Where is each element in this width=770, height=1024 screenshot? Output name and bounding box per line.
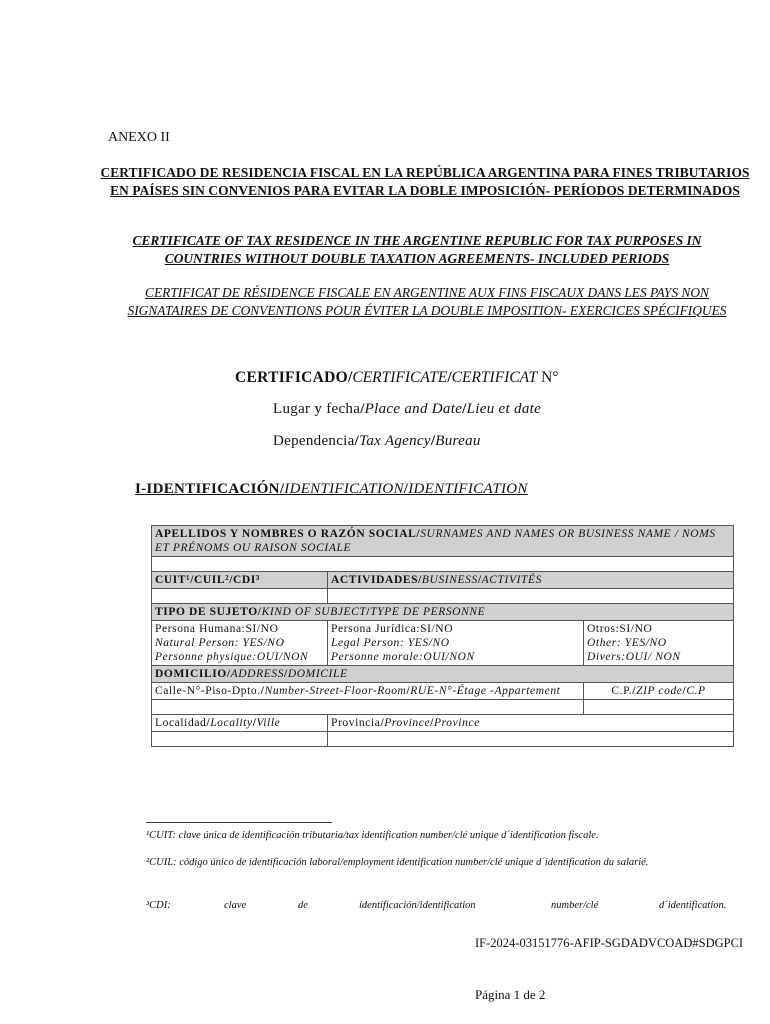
agency-es: Dependencia xyxy=(273,433,355,449)
province-value-cell[interactable] xyxy=(328,732,734,747)
other-en: Other: YES/NO xyxy=(587,637,667,649)
subject-type-es: TIPO DE SUJETO xyxy=(155,606,258,618)
slash: / xyxy=(360,401,365,417)
title-english: CERTIFICATE OF TAX RESIDENCE IN THE ARGENTINE REPUBLIC FOR TAX PURPOSES IN COUNTRIES WITHOUT DOUBLE TAXATION AGREEMENTS- INCLUDED PERIODS xyxy=(132,233,702,266)
slash: / xyxy=(366,606,371,618)
footnote-cdi-part: identificación/identification xyxy=(359,900,476,911)
activities-fr: ACTIVITÉS xyxy=(481,574,542,586)
other-fr: Divers:OUI/ NON xyxy=(587,651,681,663)
province-es: Provincia xyxy=(331,717,381,729)
footnote-cdi-part: clave xyxy=(224,900,247,911)
zip-es: C.P. xyxy=(611,685,633,697)
slash: / xyxy=(284,668,288,680)
locality-fr: Ville xyxy=(256,717,281,729)
zip-en: ZIP code xyxy=(636,685,683,697)
street-cell[interactable] xyxy=(152,683,584,700)
slash: / xyxy=(226,668,231,680)
street-en: Number-Street-Floor-Room xyxy=(264,685,407,697)
place-date-es: Lugar y fecha xyxy=(273,401,361,417)
place-date-line xyxy=(273,401,541,418)
certificate-es: CERTIFICADO xyxy=(235,369,348,386)
section-identification-heading xyxy=(135,481,528,498)
identification-form-table xyxy=(151,525,734,747)
slash: / xyxy=(682,685,687,697)
natural-person-es: Persona Humana:SI/NO xyxy=(155,623,279,635)
slash: / xyxy=(462,401,467,417)
slash: / xyxy=(206,717,211,729)
subject-type-fr: TYPE DE PERSONNE xyxy=(370,606,486,618)
activities-header xyxy=(328,572,734,589)
slash: / xyxy=(252,717,257,729)
locality-es: Localidad xyxy=(155,717,207,729)
certificate-number-label: N° xyxy=(541,369,559,386)
zip-cell[interactable] xyxy=(584,683,734,700)
footnote-cuit: ¹CUIT: clave única de identificación tributaria/tax identification number/clé unique d´identification fiscale. xyxy=(146,830,599,841)
address-es: DOMICILIO xyxy=(155,668,227,680)
slash: / xyxy=(632,685,637,697)
province-fr: Province xyxy=(433,717,480,729)
legal-person-es: Persona Jurídica:SI/NO xyxy=(331,623,454,635)
legal-person-en: Legal Person: YES/NO xyxy=(331,637,450,649)
title-spanish: CERTIFICADO DE RESIDENCIA FISCAL EN LA REPÚBLICA ARGENTINA PARA FINES TRIBUTARIOS EN PAÍSES SIN CONVENIOS PARA EVITAR LA DOBLE IMPOSICIÓN- PERÍODOS DETERMINADOS xyxy=(100,165,750,198)
slash: / xyxy=(447,369,452,386)
section1-es: I-IDENTIFICACIÓN xyxy=(135,481,280,497)
activities-value-cell[interactable] xyxy=(328,589,734,604)
slash: / xyxy=(380,717,385,729)
section1-fr: IDENTIFICATION xyxy=(408,481,528,497)
section1-en: IDENTIFICATION xyxy=(284,481,404,497)
other-es: Otros:SI/NO xyxy=(587,623,653,635)
slash: / xyxy=(416,528,421,540)
address-header xyxy=(152,666,734,683)
address-en: ADDRESS xyxy=(230,668,285,680)
subject-type-en: KIND OF SUBJECT xyxy=(261,606,367,618)
document-id: IF-2024-03151776-AFIP-SGDADVCOAD#SDGPCI xyxy=(475,936,744,950)
province-cell[interactable] xyxy=(328,715,734,732)
legal-person-cell[interactable] xyxy=(328,621,584,666)
zip-fr: C.P xyxy=(686,685,706,697)
place-date-en: Place and Date xyxy=(364,401,463,417)
names-header xyxy=(152,526,734,557)
slash: / xyxy=(279,481,285,497)
certificate-en: CERTIFICATE xyxy=(352,369,448,386)
footnote-cdi-part: ³CDI: xyxy=(146,900,171,911)
names-value-cell[interactable] xyxy=(152,557,734,572)
footnote-cdi-part: number/clé xyxy=(551,900,599,911)
legal-person-fr: Personne morale:OUI/NON xyxy=(331,651,475,663)
footnote-divider xyxy=(146,822,332,823)
subject-type-header xyxy=(152,604,734,621)
slash: / xyxy=(403,481,409,497)
locality-cell[interactable] xyxy=(152,715,328,732)
street-fr: RUE-N°-Étage -Appartement xyxy=(410,685,561,697)
slash: / xyxy=(354,433,360,449)
cuit-value-cell[interactable] xyxy=(152,589,328,604)
street-es: Calle-N°-Piso-Dpto. xyxy=(155,685,261,697)
cuit-header xyxy=(152,572,328,589)
place-date-fr: Lieu et date xyxy=(466,401,542,417)
agency-line xyxy=(273,433,481,450)
footnote-cuil: ²CUIL: código único de identificación laboral/employment identification number/clé unique d´identification du salarié. xyxy=(146,857,649,868)
certificate-fr: CERTIFICAT xyxy=(451,369,538,386)
page-number: Página 1 de 2 xyxy=(475,987,546,1002)
agency-en: Tax Agency xyxy=(359,433,431,449)
slash: / xyxy=(406,685,411,697)
street-value-cell[interactable] xyxy=(152,700,584,715)
slash: / xyxy=(430,717,434,729)
slash: / xyxy=(260,685,265,697)
slash: / xyxy=(477,574,482,586)
natural-person-en: Natural Person: YES/NO xyxy=(155,637,285,649)
cuit-label: CUIT¹/CUIL²/CDI³ xyxy=(155,574,260,586)
slash: / xyxy=(418,574,422,586)
certificate-number-line xyxy=(235,369,558,387)
other-person-cell[interactable] xyxy=(584,621,734,666)
natural-person-cell[interactable] xyxy=(152,621,328,666)
locality-value-cell[interactable] xyxy=(152,732,328,747)
slash: / xyxy=(430,433,436,449)
address-fr: DOMICILE xyxy=(287,668,348,680)
locality-en: Locality xyxy=(210,717,253,729)
title-french: CERTIFICAT DE RÉSIDENCE FISCALE EN ARGENTINE AUX FINS FISCAUX DANS LES PAYS NON SIGNATAIRES DE CONVENTIONS POUR ÉVITER LA DOUBLE IMPOSITION- EXERCICES SPÉCIFIQUES xyxy=(127,285,727,318)
agency-fr: Bureau xyxy=(435,433,481,449)
footnote-cdi-part: de xyxy=(298,900,308,911)
natural-person-fr: Personne physique:OUI/NON xyxy=(155,651,309,663)
slash: / xyxy=(348,369,353,386)
footnote-cdi-part: d´identification. xyxy=(659,900,727,911)
slash: / xyxy=(257,606,262,618)
names-es: APELLIDOS Y NOMBRES O RAZÓN SOCIAL xyxy=(155,528,417,540)
province-en: Province xyxy=(384,717,431,729)
annex-label: ANEXO II xyxy=(108,130,170,145)
zip-value-cell[interactable] xyxy=(584,700,734,715)
activities-en: BUSINESS xyxy=(421,574,478,586)
activities-es: ACTIVIDADES xyxy=(331,574,419,586)
names-rest: SURNAMES AND NAMES OR BUSINESS NAME / NOMS ET PRÉNOMS OU RAISON SOCIALE xyxy=(155,528,716,554)
